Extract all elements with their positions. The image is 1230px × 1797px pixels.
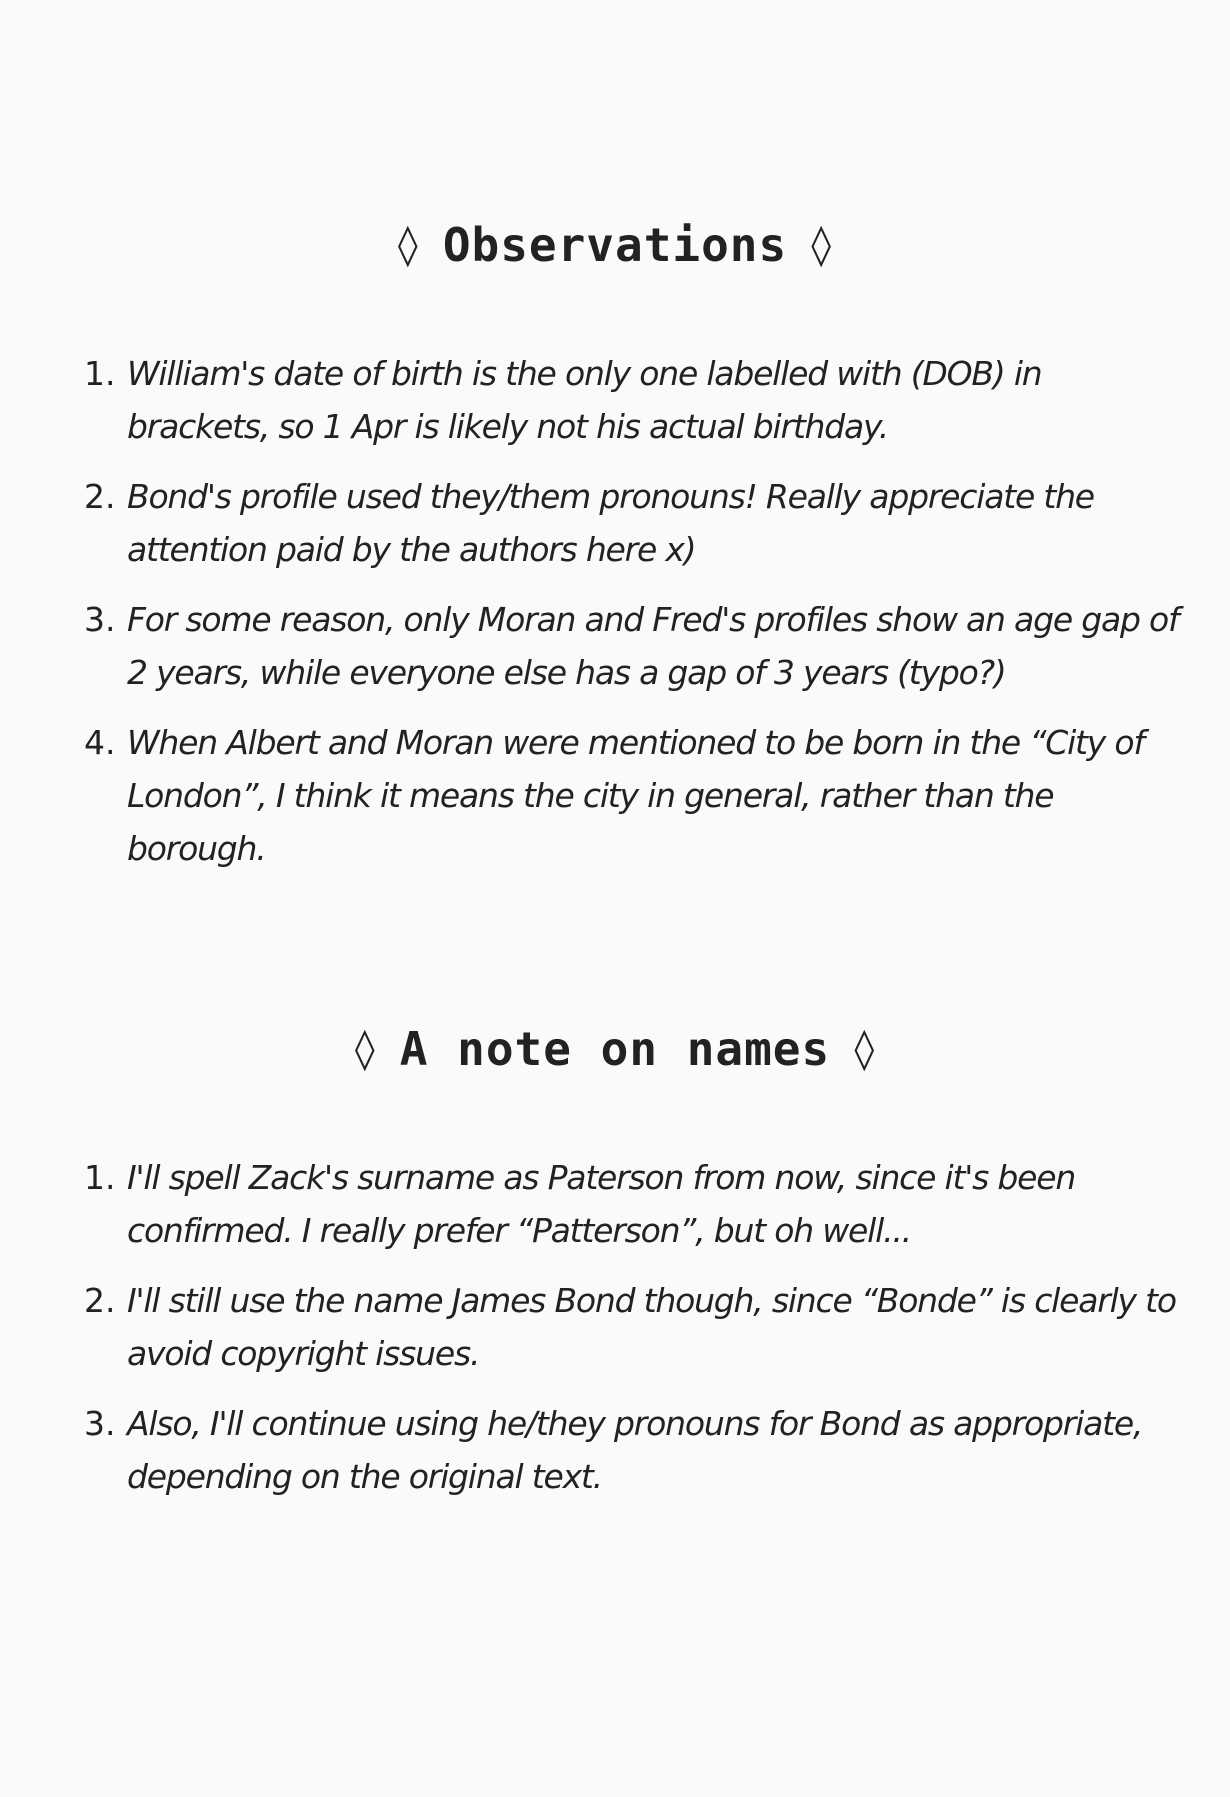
diamond-icon: ◊: [352, 1026, 378, 1072]
list-item: [0, 716, 1230, 875]
list-item: [0, 1151, 1230, 1257]
item-number: 2.: [84, 477, 116, 516]
item-text: Also, I'll continue using he/they pronouns for Bond as appropriate, depending on the original text.: [127, 1404, 1143, 1496]
item-number: 1.: [84, 354, 116, 393]
diamond-icon: ◊: [809, 222, 835, 268]
names-heading: [0, 1009, 1230, 1089]
names-list: [0, 1151, 1230, 1520]
item-text: I'll still use the name James Bond though, since “Bonde” is clearly to avoid copyright issues.: [127, 1281, 1176, 1373]
observations-list: [0, 347, 1230, 892]
list-item: [0, 470, 1230, 576]
item-number: 3.: [84, 1404, 116, 1443]
item-text: I'll spell Zack's surname as Paterson from now, since it's been confirmed. I really prefer “Patterson”, but oh well...: [127, 1158, 1076, 1250]
diamond-icon: ◊: [852, 1026, 878, 1072]
observations-heading: [0, 205, 1230, 285]
diamond-icon: ◊: [395, 222, 421, 268]
item-text: For some reason, only Moran and Fred's profiles show an age gap of 2 years, while everyone else has a gap of 3 years (typo?): [127, 600, 1179, 692]
item-text: When Albert and Moran were mentioned to be born in the “City of London”, I think it means the city in general, rather than the borough.: [127, 723, 1144, 868]
list-item: [0, 347, 1230, 453]
list-item: [0, 1397, 1230, 1503]
item-text: William's date of birth is the only one labelled with (DOB) in brackets, so 1 Apr is likely not his actual birthday.: [127, 354, 1042, 446]
item-number: 4.: [84, 723, 116, 762]
names-title: A note on names: [399, 1022, 831, 1076]
list-item: [0, 593, 1230, 699]
item-text: Bond's profile used they/them pronouns! Really appreciate the attention paid by the authors here x): [127, 477, 1094, 569]
observations-section: [0, 205, 1230, 868]
observations-title: Observations: [442, 218, 788, 272]
item-number: 3.: [84, 600, 116, 639]
item-number: 1.: [84, 1158, 116, 1197]
item-number: 2.: [84, 1281, 116, 1320]
names-section: [0, 1009, 1230, 1496]
list-item: [0, 1274, 1230, 1380]
